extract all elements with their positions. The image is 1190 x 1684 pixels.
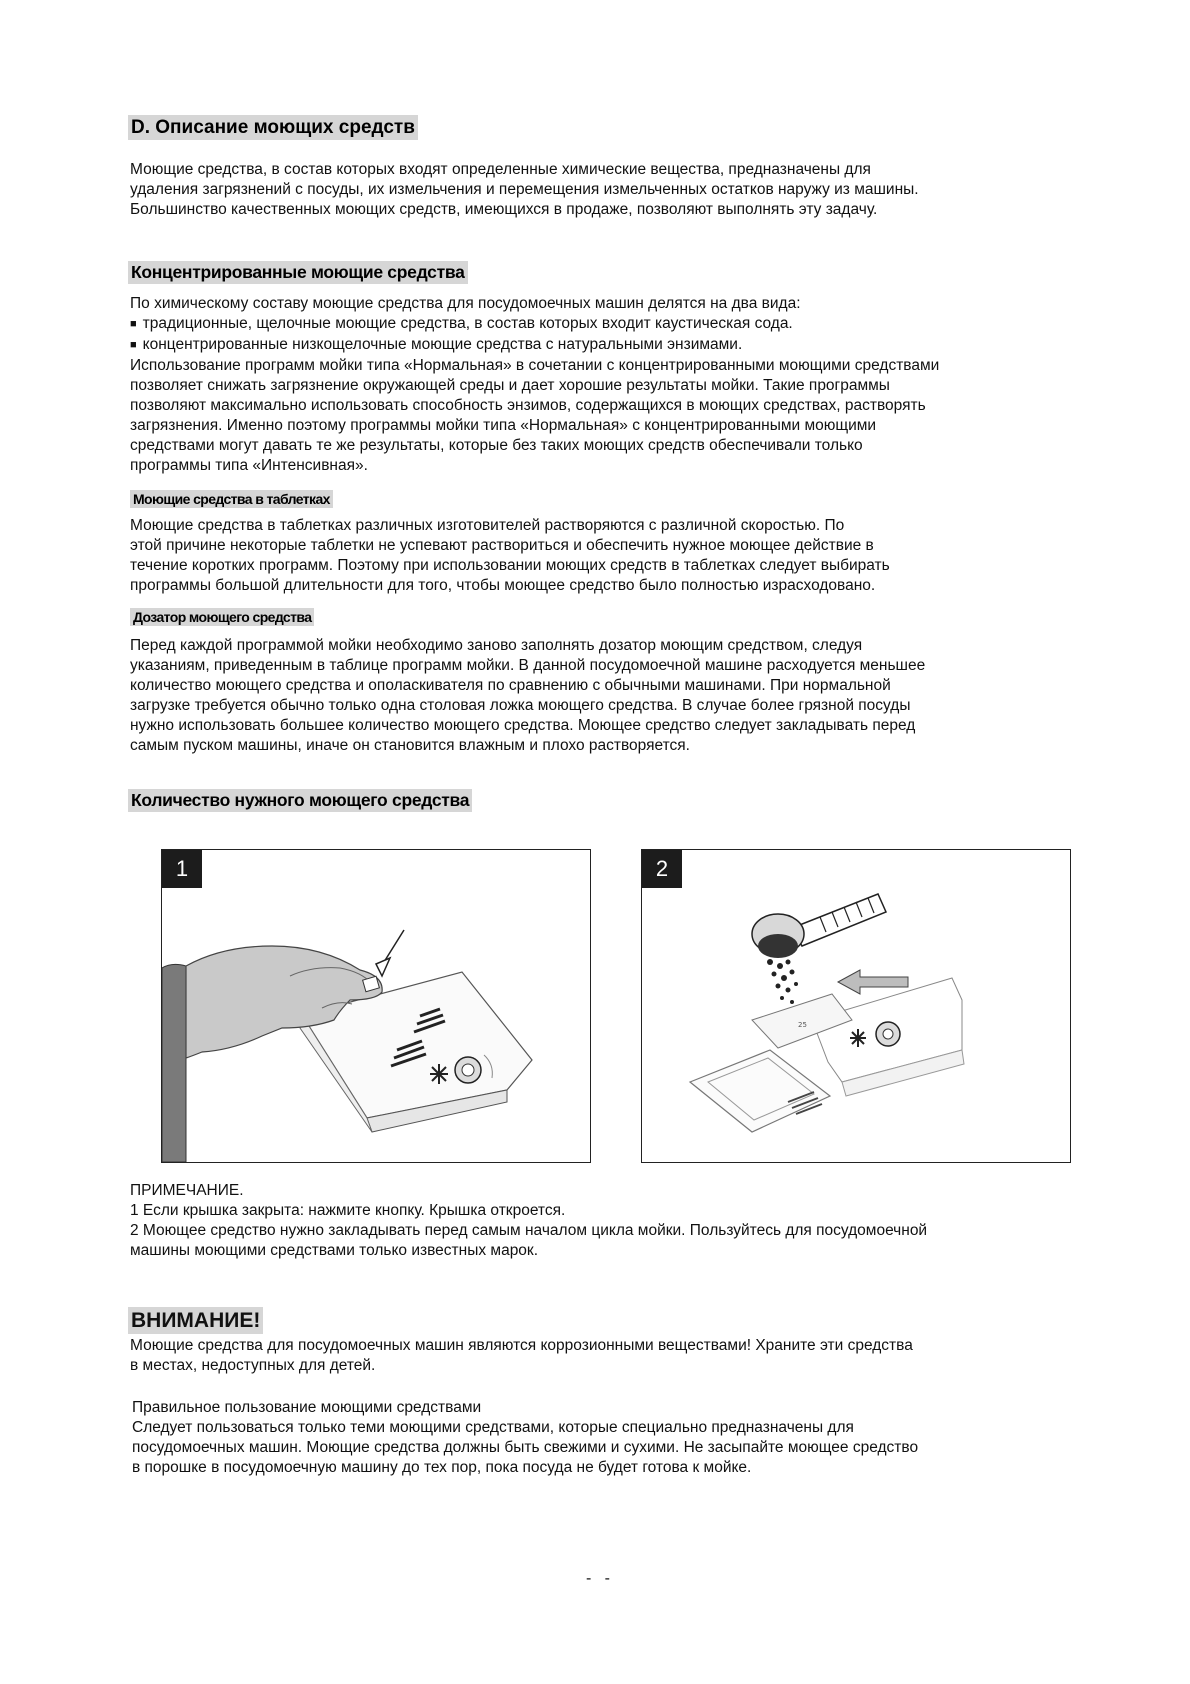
text-line: позволяют максимально использовать способность энзимов, содержащихся в моющих средствах, растворять — [130, 397, 926, 414]
figure-2-illustration — [642, 850, 1070, 1162]
figure-2 — [641, 849, 1071, 1163]
text-line: Использование программ мойки типа «Нормальная» в сочетании с концентрированными моющими средствами — [130, 357, 940, 374]
text-line: в местах, недоступных для детей. — [130, 1357, 376, 1374]
note-block — [130, 1181, 1090, 1261]
figure-1 — [161, 849, 591, 1163]
text-line: посудомоечных машин. Моющие средства должны быть свежими и сухими. Не засыпайте моющее средство — [132, 1439, 919, 1456]
note-line: машины моющими средствами только известных марок. — [130, 1242, 539, 1259]
text-line: в порошке в посудомоечную машину до тех пор, пока посуда не будет готова к мойке. — [132, 1459, 752, 1476]
figure-number: 2 — [642, 850, 682, 888]
text-line: нужно использовать большее количество моющего средства. Моющее средство следует закладывать перед — [130, 717, 916, 734]
concentrated-text — [130, 294, 1090, 476]
amount-title: Количество нужного моющего средства — [128, 789, 472, 812]
text-line: загрузке требуется обычно только одна столовая ложка моющего средства. В случае более грязной посуды — [130, 697, 911, 714]
svg-text:25: 25 — [798, 1021, 807, 1029]
warning-title: ВНИМАНИЕ! — [128, 1307, 263, 1334]
intro-text — [130, 160, 1090, 220]
warning-text — [130, 1336, 1090, 1376]
text-line: Моющие средства, в состав которых входят определенные химические вещества, предназначены для — [130, 161, 871, 178]
dispenser-title: Дозатор моющего средства — [130, 608, 314, 626]
text-line: загрязнения. Именно поэтому программы мойки типа «Нормальная» с концентрированными моющими — [130, 417, 877, 434]
text-line: указаниям, приведенным в таблице программ мойки. В данной посудомоечной машине расходуется меньшее — [130, 657, 926, 674]
note-line: 2 Моющее средство нужно закладывать перед самым началом цикла мойки. Пользуйтесь для посудомоечной — [130, 1222, 928, 1239]
dispenser-text — [130, 636, 1090, 756]
concentrated-title: Концентрированные моющие средства — [128, 261, 468, 284]
text-line: количество моющего средства и ополаскивателя по сравнению с обычными машинами. При нормальной — [130, 677, 891, 694]
note-heading: ПРИМЕЧАНИЕ. — [130, 1182, 244, 1199]
text-line: Перед каждой программой мойки необходимо заново заполнять дозатор моющим средством, следуя — [130, 637, 863, 654]
section-title: D. Описание моющих средств — [128, 115, 418, 140]
usage-heading: Правильное пользование моющими средствами — [132, 1399, 482, 1416]
usage-block — [132, 1398, 1092, 1478]
note-line: 1 Если крышка закрыта: нажмите кнопку. Крышка откроется. — [130, 1202, 566, 1219]
text-line: Следует пользоваться только теми моющими средствами, которые специально предназначены для — [132, 1419, 854, 1436]
tablets-text — [130, 516, 1090, 596]
bullet-item: ■ концентрированные низкощелочные моющие средства с натуральными энзимами. — [130, 335, 1090, 356]
text-line: Моющие средства в таблетках различных изготовителей растворяются с различной скоростью. По — [130, 517, 845, 534]
figure-1-illustration — [162, 850, 590, 1162]
page-number: - - — [586, 1570, 610, 1587]
text-line: Большинство качественных моющих средств, имеющихся в продаже, позволяют выполнять эту задачу. — [130, 201, 878, 218]
text-line: позволяет снижать загрязнение окружающей среды и дает хорошие результаты мойки. Такие программы — [130, 377, 890, 394]
tablets-title: Моющие средства в таблетках — [130, 490, 333, 508]
text-line: Моющие средства для посудомоечных машин являются коррозионными веществами! Храните эти средства — [130, 1337, 913, 1354]
text-line: средствами могут давать те же результаты, которые без таких моющих средств обеспечивали только — [130, 437, 863, 454]
text-line: По химическому составу моющие средства для посудомоечных машин делятся на два вида: — [130, 295, 801, 312]
text-line: самым пуском машины, иначе он становится влажным и плохо растворяется. — [130, 737, 690, 754]
bullet-item: ■ традиционные, щелочные моющие средства, в состав которых входит каустическая сода. — [130, 314, 1090, 335]
text-line: этой причине некоторые таблетки не успевают раствориться и обеспечить нужное моющее действие в — [130, 537, 874, 554]
text-line: удаления загрязнений с посуды, их измельчения и перемещения измельченных остатков наружу из машины. — [130, 181, 919, 198]
text-line: течение коротких программ. Поэтому при использовании моющих средств в таблетках следует выбирать — [130, 557, 890, 574]
text-line: программы большой длительности для того, чтобы моющее средство было полностью израсходовано. — [130, 577, 876, 594]
figure-number: 1 — [162, 850, 202, 888]
text-line: программы типа «Интенсивная». — [130, 457, 368, 474]
